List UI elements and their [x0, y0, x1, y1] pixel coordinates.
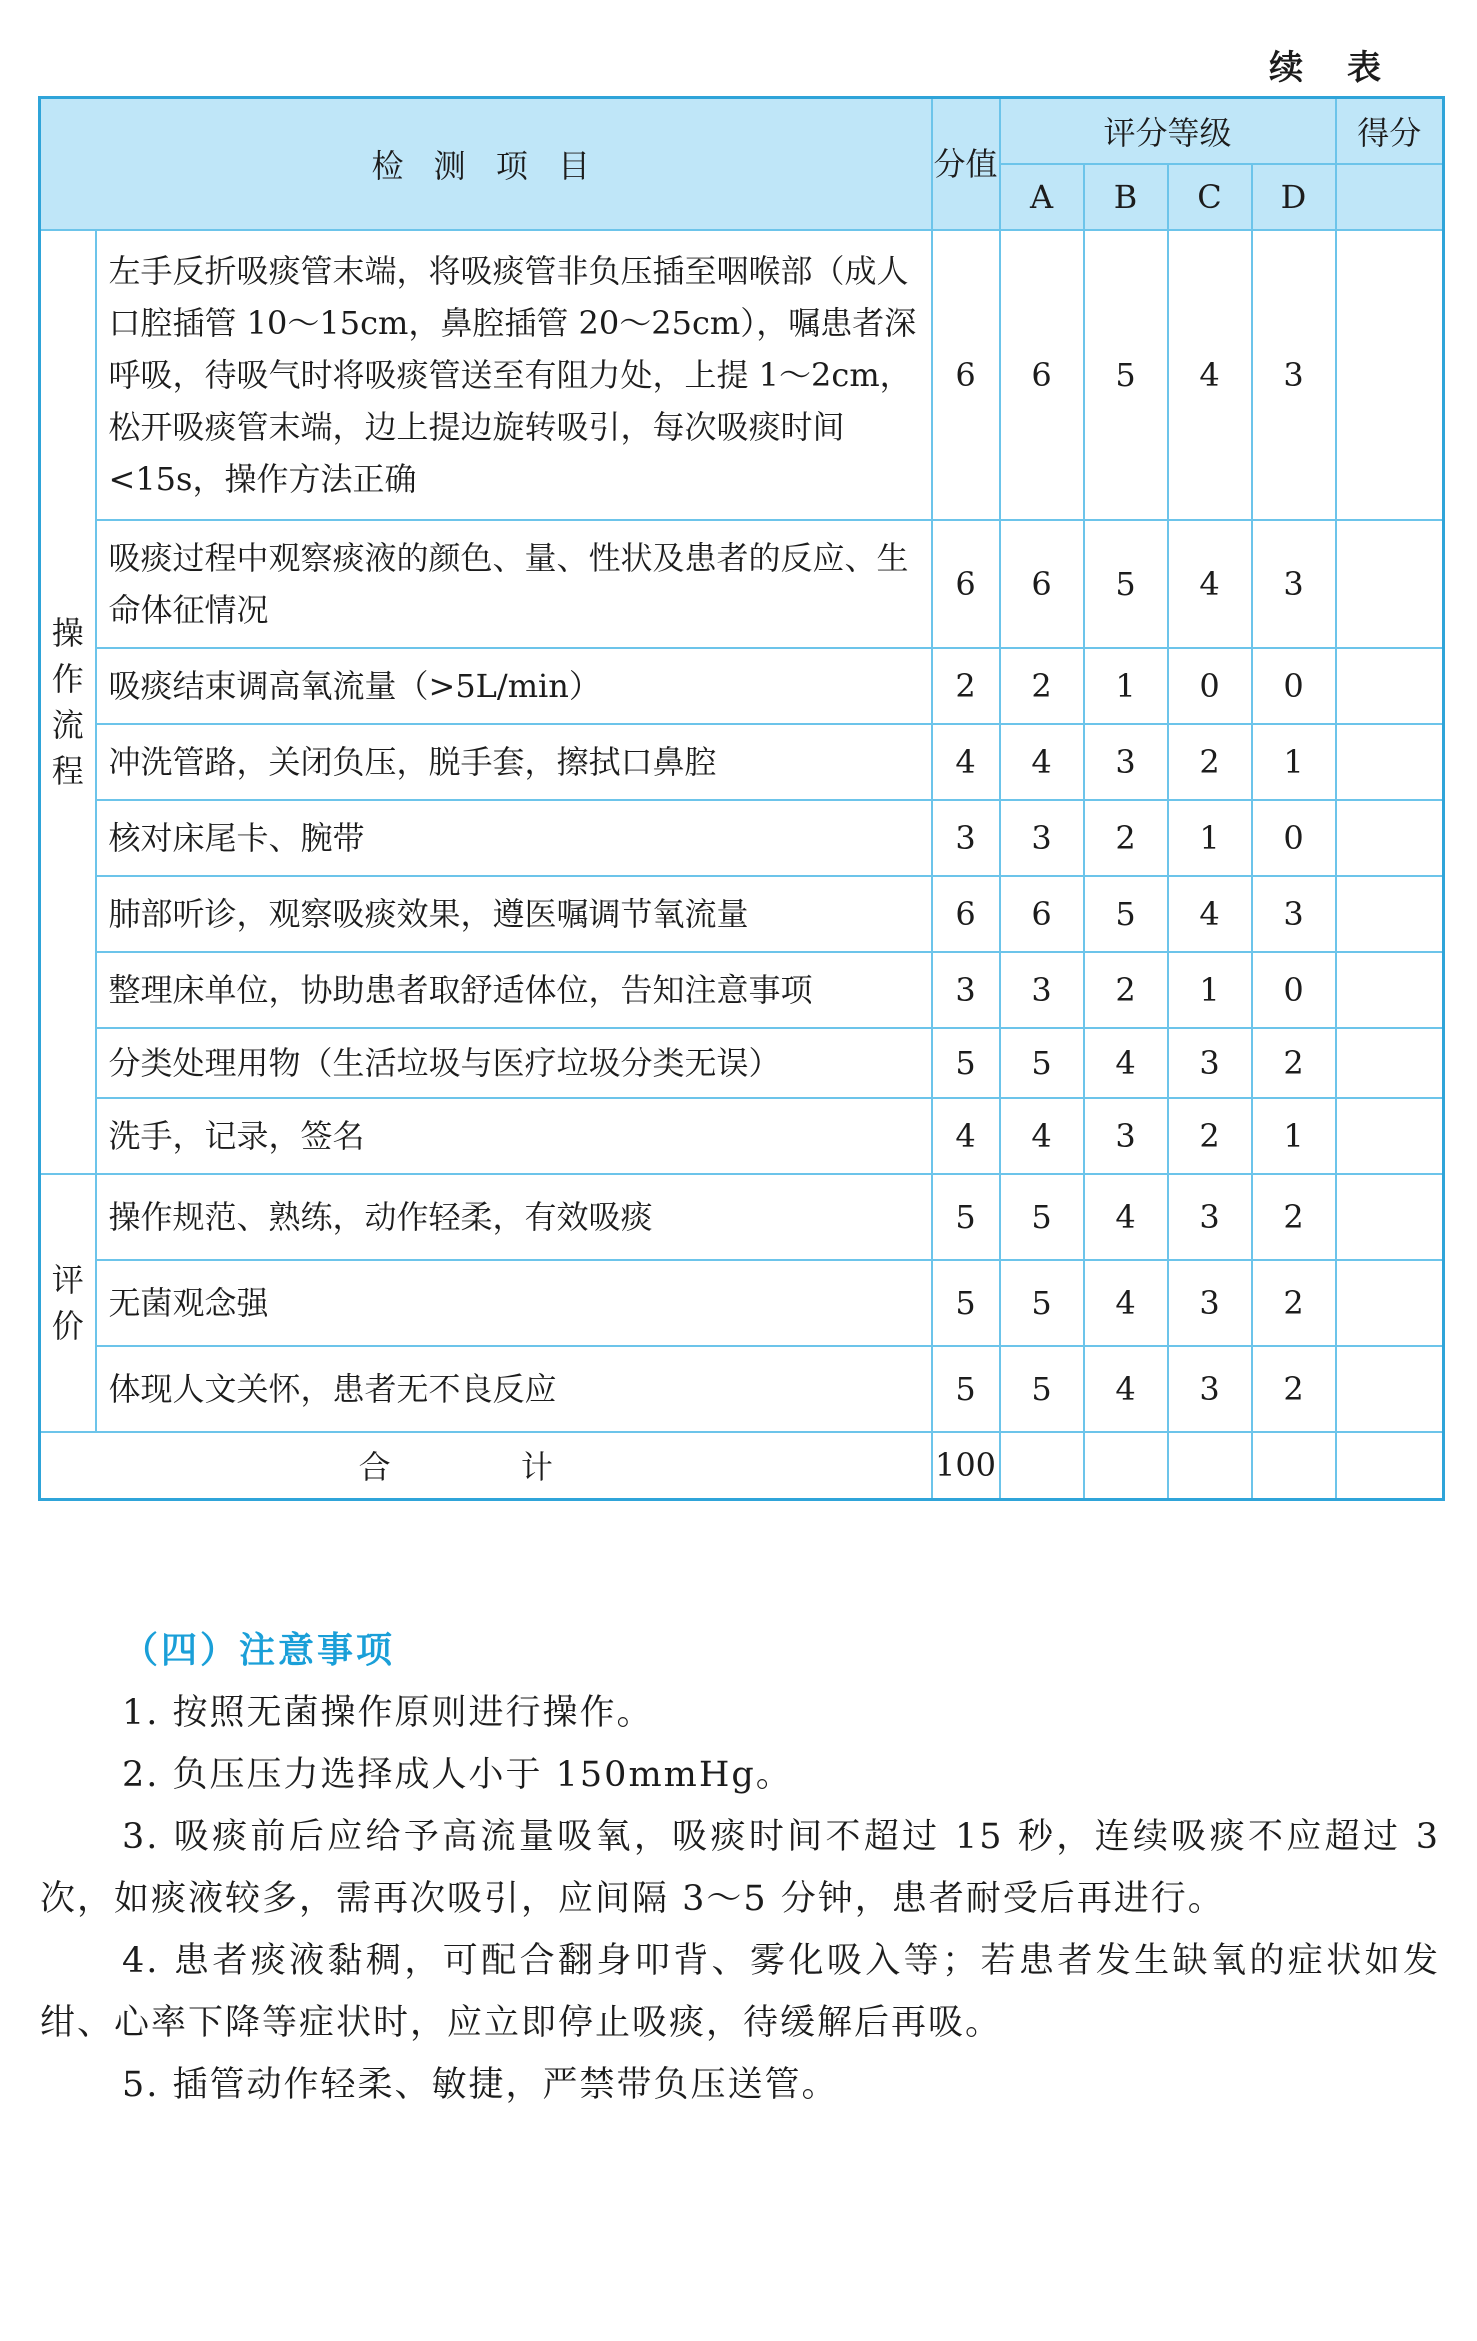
item-text: 无菌观念强: [96, 1260, 932, 1346]
item-text: 操作规范、熟练，动作轻柔，有效吸痰: [96, 1174, 932, 1260]
score-value: 5: [932, 1260, 1000, 1346]
table-row: [40, 1174, 1444, 1260]
grade-d-value: 2: [1252, 1028, 1336, 1098]
total-score: 100: [932, 1432, 1000, 1500]
grade-c-value: 3: [1168, 1174, 1252, 1260]
category-char: 评: [51, 1260, 84, 1299]
table-row: [40, 724, 1444, 800]
earned-cell: [1336, 230, 1444, 520]
score-value: 3: [932, 952, 1000, 1028]
grade-a-value: 6: [1000, 230, 1084, 520]
grade-d-value: 1: [1252, 724, 1336, 800]
table-row: [40, 1028, 1444, 1098]
item-text: 整理床单位，协助患者取舒适体位，告知注意事项: [96, 952, 932, 1028]
grade-b-value: 4: [1084, 1028, 1168, 1098]
score-value: 4: [932, 1098, 1000, 1174]
earned-cell: [1336, 876, 1444, 952]
grade-b-value: 4: [1084, 1174, 1168, 1260]
total-row: [40, 1432, 1444, 1500]
table-row: [40, 800, 1444, 876]
earned-cell: [1336, 520, 1444, 648]
grade-b-value: 5: [1084, 520, 1168, 648]
item-text: 吸痰结束调高氧流量（>5L/min）: [96, 648, 932, 724]
note-item: 3. 吸痰前后应给予高流量吸氧，吸痰时间不超过 15 秒，连续吸痰不应超过 3 次，如痰液较多，需再次吸引，应间隔 3～5 分钟，患者耐受后再进行。: [40, 1817, 1440, 1919]
notes-heading: （四）注意事项: [122, 1630, 396, 1671]
grade-c-value: 0: [1168, 648, 1252, 724]
table-row: [40, 1260, 1444, 1346]
item-text: 左手反折吸痰管末端，将吸痰管非负压插至咽喉部（成人口腔插管 10～15cm，鼻腔插管 20～25cm），嘱患者深呼吸，待吸气时将吸痰管送至有阻力处，上提 1～2cm，松开吸痰管末端，边上提边旋转吸引，每次吸痰时间<15s，操作方法正确: [96, 230, 932, 520]
grade-c-value: 4: [1168, 876, 1252, 952]
grade-a-value: 4: [1000, 1098, 1084, 1174]
header-grade-group: 评分等级: [1000, 98, 1336, 164]
item-text: 分类处理用物（生活垃圾与医疗垃圾分类无误）: [96, 1028, 932, 1098]
grade-a-value: 5: [1000, 1028, 1084, 1098]
earned-cell: [1336, 800, 1444, 876]
grade-c-value: 3: [1168, 1028, 1252, 1098]
grade-a-value: 3: [1000, 952, 1084, 1028]
header-earned: 得分: [1336, 98, 1444, 164]
grade-b-value: 5: [1084, 230, 1168, 520]
grade-b-value: 4: [1084, 1346, 1168, 1432]
header-grade-a: A: [1000, 164, 1084, 230]
grade-c-value: 3: [1168, 1260, 1252, 1346]
grade-b-value: 1: [1084, 648, 1168, 724]
grade-b-value: 3: [1084, 1098, 1168, 1174]
score-value: 3: [932, 800, 1000, 876]
grade-c-value: 1: [1168, 952, 1252, 1028]
grade-d-value: 2: [1252, 1346, 1336, 1432]
category-char: 程: [51, 751, 84, 790]
grade-d-value: 3: [1252, 520, 1336, 648]
score-value: 6: [932, 230, 1000, 520]
item-text: 冲洗管路，关闭负压，脱手套，擦拭口鼻腔: [96, 724, 932, 800]
grade-a-value: 6: [1000, 876, 1084, 952]
grade-a-value: 5: [1000, 1346, 1084, 1432]
note-item: 2. 负压压力选择成人小于 150mmHg。: [122, 1755, 793, 1795]
earned-cell: [1336, 1028, 1444, 1098]
category-cell: [40, 230, 96, 1174]
grade-a-value: 2: [1000, 648, 1084, 724]
item-text: 洗手，记录，签名: [96, 1098, 932, 1174]
earned-cell: [1336, 1260, 1444, 1346]
grade-c-value: 4: [1168, 230, 1252, 520]
item-text: 核对床尾卡、腕带: [96, 800, 932, 876]
grade-b-value: 2: [1084, 952, 1168, 1028]
earned-cell: [1336, 952, 1444, 1028]
score-value: 2: [932, 648, 1000, 724]
grade-d-value: 0: [1252, 800, 1336, 876]
grade-d-value: 3: [1252, 230, 1336, 520]
notes-section: [40, 1620, 1440, 2116]
scoring-table: [38, 96, 1445, 1501]
category-char: 价: [51, 1306, 84, 1345]
grade-c-value: 3: [1168, 1346, 1252, 1432]
category-cell: [40, 1174, 96, 1432]
grade-a-value: 6: [1000, 520, 1084, 648]
score-value: 6: [932, 520, 1000, 648]
grade-a-value: 5: [1000, 1260, 1084, 1346]
grade-b-value: 3: [1084, 724, 1168, 800]
table-row: [40, 230, 1444, 520]
header-item: 检 测 项 目: [40, 98, 932, 230]
score-value: 5: [932, 1028, 1000, 1098]
score-value: 5: [932, 1346, 1000, 1432]
note-item: 1. 按照无菌操作原则进行操作。: [122, 1693, 654, 1733]
earned-cell: [1336, 1098, 1444, 1174]
grade-d-value: 2: [1252, 1174, 1336, 1260]
earned-cell: [1336, 724, 1444, 800]
note-item: 4. 患者痰液黏稠，可配合翻身叩背、雾化吸入等；若患者发生缺氧的症状如发绀、心率下降等症状时，应立即停止吸痰，待缓解后再吸。: [40, 1941, 1440, 2043]
header-grade-c: C: [1168, 164, 1252, 230]
earned-cell: [1336, 1174, 1444, 1260]
table-row: [40, 520, 1444, 648]
header-score: 分值: [932, 98, 1000, 230]
score-value: 4: [932, 724, 1000, 800]
item-text: 肺部听诊，观察吸痰效果，遵医嘱调节氧流量: [96, 876, 932, 952]
grade-d-value: 3: [1252, 876, 1336, 952]
table-body: [40, 230, 1444, 1432]
table-row: [40, 1098, 1444, 1174]
grade-c-value: 2: [1168, 724, 1252, 800]
item-text: 吸痰过程中观察痰液的颜色、量、性状及患者的反应、生命体征情况: [96, 520, 932, 648]
score-value: 6: [932, 876, 1000, 952]
header-grade-b: B: [1084, 164, 1168, 230]
grade-c-value: 4: [1168, 520, 1252, 648]
grade-d-value: 0: [1252, 648, 1336, 724]
grade-b-value: 2: [1084, 800, 1168, 876]
category-char: 作: [51, 659, 84, 698]
item-text: 体现人文关怀，患者无不良反应: [96, 1346, 932, 1432]
header-earned-blank: [1336, 164, 1444, 230]
continued-label: 续 表: [1269, 48, 1397, 88]
grade-a-value: 4: [1000, 724, 1084, 800]
earned-cell: [1336, 1346, 1444, 1432]
category-char: 操: [51, 613, 84, 652]
grade-d-value: 1: [1252, 1098, 1336, 1174]
category-char: 流: [51, 705, 84, 744]
total-label: 合 计: [40, 1432, 932, 1500]
grade-d-value: 0: [1252, 952, 1336, 1028]
table-row: [40, 1346, 1444, 1432]
grade-a-value: 5: [1000, 1174, 1084, 1260]
grade-a-value: 3: [1000, 800, 1084, 876]
header-grade-d: D: [1252, 164, 1336, 230]
earned-cell: [1336, 648, 1444, 724]
table-row: [40, 648, 1444, 724]
table-row: [40, 876, 1444, 952]
table-row: [40, 952, 1444, 1028]
score-value: 5: [932, 1174, 1000, 1260]
grade-c-value: 2: [1168, 1098, 1252, 1174]
note-item: 5. 插管动作轻柔、敏捷，严禁带负压送管。: [122, 2065, 839, 2105]
grade-b-value: 5: [1084, 876, 1168, 952]
grade-b-value: 4: [1084, 1260, 1168, 1346]
grade-d-value: 2: [1252, 1260, 1336, 1346]
grade-c-value: 1: [1168, 800, 1252, 876]
